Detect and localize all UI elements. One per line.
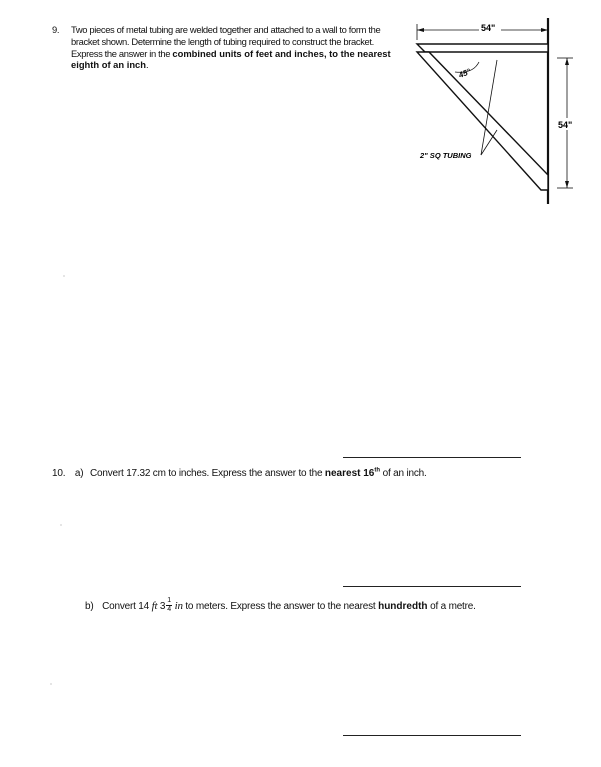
part-b-feet-unit: ft bbox=[151, 600, 158, 613]
part-a-bold: nearest 16 bbox=[324, 468, 375, 479]
question-9-text bbox=[71, 24, 402, 71]
question-9 bbox=[52, 24, 402, 71]
question-9-answer-line bbox=[343, 457, 521, 458]
part-b-mixed-number bbox=[160, 598, 172, 615]
part-b-fraction bbox=[166, 597, 172, 614]
question-9-period: . bbox=[146, 59, 149, 71]
question-10b-answer-line bbox=[343, 735, 521, 736]
part-b-numerator: 1 bbox=[167, 597, 171, 604]
question-10a-answer-line bbox=[343, 586, 521, 587]
top-dimension-label: 54" bbox=[481, 23, 496, 33]
side-dimension-label: 54" bbox=[558, 120, 573, 130]
part-b-label: b) bbox=[85, 601, 94, 613]
part-a-label: a) bbox=[74, 468, 84, 479]
part-a-end: of an inch. bbox=[380, 468, 427, 479]
question-9-body: Two pieces of metal tubing are welded together and attached to a wall to form the bracket shown. Determine the length of tubing required to construct the bracket. Express the answer in the bbox=[71, 24, 381, 59]
part-a-superscript: th bbox=[374, 467, 381, 474]
side-arrow-bottom bbox=[565, 181, 569, 188]
part-b-denominator: 4 bbox=[167, 606, 171, 613]
tubing-label: 2" SQ TUBING bbox=[420, 151, 472, 160]
horizontal-tube bbox=[417, 44, 548, 52]
angle-label: 45° bbox=[457, 66, 472, 80]
part-b-end: of a metre. bbox=[427, 601, 476, 613]
bracket-diagram bbox=[405, 10, 595, 210]
question-9-number: 9. bbox=[52, 24, 60, 35]
part-b-bold: hundredth bbox=[378, 601, 428, 613]
question-10a bbox=[52, 468, 427, 479]
part-b-pre: Convert 14 bbox=[102, 601, 150, 613]
top-arrow-left bbox=[417, 28, 424, 32]
diagonal-tube bbox=[417, 52, 548, 190]
question-10-number: 10. bbox=[52, 468, 66, 479]
side-arrow-top bbox=[565, 58, 569, 65]
part-a-text: Convert 17.32 cm to inches. Express the answer to the bbox=[90, 468, 325, 479]
part-b-text: to meters. Express the answer to the nearest bbox=[182, 601, 379, 613]
question-10b bbox=[85, 598, 476, 615]
question-9-emphasis: combined units of feet and inches, to the nearest eighth of an inch bbox=[71, 47, 391, 71]
part-b-inch-unit: in bbox=[174, 600, 183, 613]
part-b-whole: 3 bbox=[159, 601, 166, 613]
